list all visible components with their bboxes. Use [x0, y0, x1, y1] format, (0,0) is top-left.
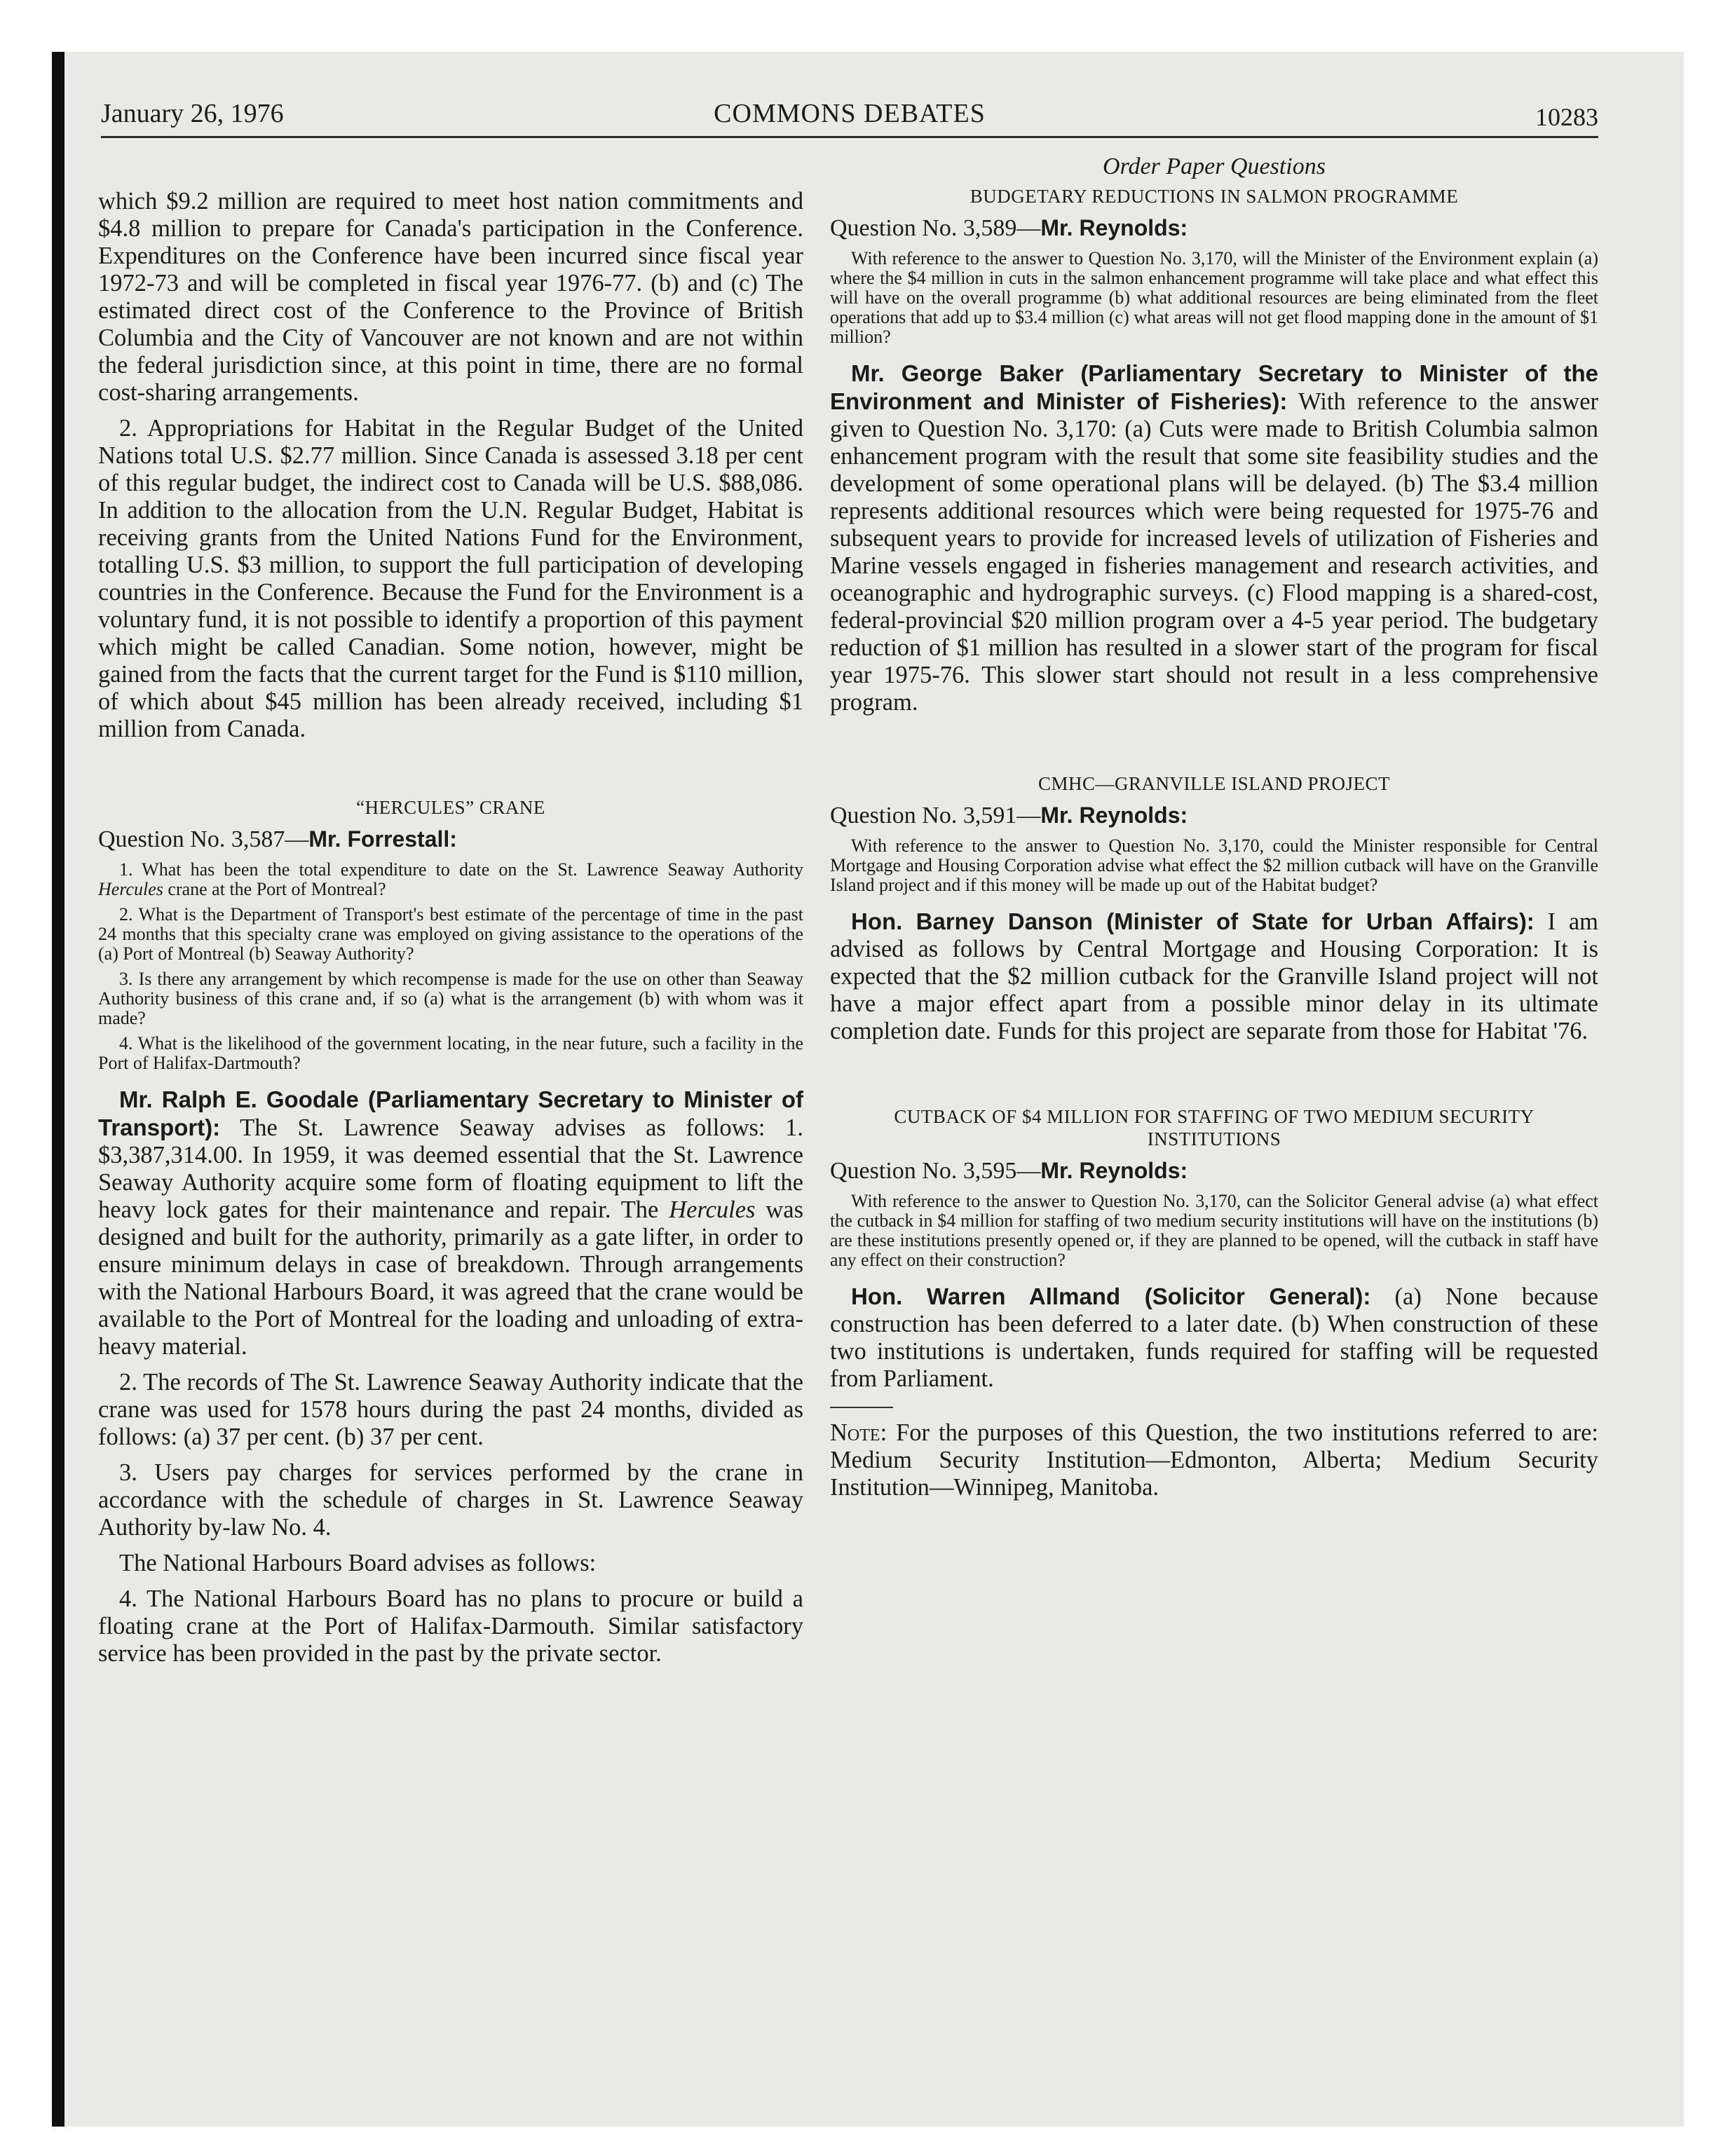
answer-speaker: Hon. Warren Allmand (Solicitor General):: [851, 1283, 1371, 1309]
page-header: [101, 98, 1598, 140]
staffing-section-title: CUTBACK OF $4 MILLION FOR STAFFING OF TWO MEDIUM SECURITY INSTITUTIONS: [894, 1106, 1535, 1149]
staffing-note: Note: For the purposes of this Question, the two institutions referred to are: Medium Security Institution—Edmonton, Alberta; Medium Security Institution—Winnipeg, Manitoba.: [830, 1419, 1598, 1501]
hercules-answer-2: 2. The records of The St. Lawrence Seaway Authority indicate that the crane was used for 1578 hours during the past 24 months, divided as follows: (a) 37 per cent. (b) 37 per cent.: [98, 1369, 803, 1450]
hercules-section-title: “HERCULES” CRANE: [356, 797, 545, 818]
hercules-question-line: [98, 824, 803, 854]
note-rule: [830, 1407, 893, 1408]
salmon-section-title: BUDGETARY REDUCTIONS IN SALMON PROGRAMME: [969, 186, 1459, 207]
hercules-q4: 4. What is the likelihood of the government locating, in the near future, such a facility in the Port of Halifax-Dartmouth?: [98, 1033, 803, 1073]
cmhc-answer: Hon. Barney Danson (Minister of State for Urban Affairs): I am advised as follows by Central Mortgage and Housing Corporation: It is expected that the $2 million cutback for the Granville Island project will not have a major effect apart from a possible minor delay in its ultimate completion date. Funds for this project are separate from those for Habitat '76.: [830, 908, 1598, 1044]
salmon-question-line: Question No. 3,589—Mr. Reynolds:: [830, 215, 1188, 241]
answer-speaker: Hon. Barney Danson (Minister of State for Urban Affairs):: [851, 908, 1535, 934]
hercules-answer-3: 3. Users pay charges for services performed by the crane in accordance with the schedule of charges in St. Lawrence Seaway Authority by-law No. 4.: [98, 1459, 803, 1541]
hercules-answer-1: Mr. Ralph E. Goodale (Parliamentary Secretary to Minister of Transport): The St. Lawrence Seaway advises as follows: 1. $3,387,314.00. In 1959, it was deemed essential that the St. Lawrence Seaway Authority acquire some form of floating equipment to lift the heavy lock gates for their maintenance and repair. The Hercules was designed and built for the authority, primarily as a gate lifter, in order to ensure minimum delays in case of breakdown. Through arrangements with the National Harbours Board, it was agreed that the crane would be available to the Port of Montreal for the loading and unloading of extra-heavy material.: [98, 1086, 804, 1360]
salmon-answer: Mr. George Baker (Parliamentary Secretary to Minister of the Environment and Minister of Fisheries): With reference to the answer given to Question No. 3,170: (a) Cuts were made to British Columbia salmon enhancement program with the result that some site feasibility studies and the development of some operational plans will be delayed. (b) The $3.4 million represents additional resources which were being requested for 1975-76 and subsequent years to provide for increased levels of utilization of Fisheries and Marine vessels engaged in fisheries management and research activities, and oceanographic and hydrographic surveys. (c) Flood mapping is a shared-cost, federal-provincial $20 million program over a 4-5 year period. The budgetary reduction of $1 million has resulted in a slower start of the program for fiscal year 1975-76. This slower start should not result in a less comprehensive program.: [830, 360, 1598, 716]
staffing-answer: Hon. Warren Allmand (Solicitor General): (a) None because construction has been deferred to a later date. (b) When construction of these two institutions is undertaken, funds required for staffing will be requested from Parliament.: [830, 1283, 1598, 1392]
question-member: Mr. Forrestall:: [308, 826, 457, 852]
answer-speaker: Mr. George Baker (Parliamentary Secretary to Minister of the Environment and Minister of Fisheries):: [830, 360, 1598, 414]
staffing-question-text: With reference to the answer to Question No. 3,170, can the Solicitor General advise (a) what effect the cutback in $4 million for staffing of two medium security institutions will have on the institutions (b) are these institutions presently opened or, if they are planned to be opened, will the cutback in staff have any effect on their construction?: [830, 1191, 1598, 1270]
salmon-question-text: With reference to the answer to Question No. 3,170, will the Minister of the Environment explain (a) where the $4 million in cuts in the salmon enhancement programme will take place and what effect this will have on the overall programme (b) what additional resources are being eliminated from the fleet operations that add up to $3.4 million (c) what areas will not get flood mapping done in the amount of $1 million?: [830, 248, 1598, 347]
cmhc-question-text: With reference to the answer to Question No. 3,170, could the Minister responsible for Central Mortgage and Housing Corporation advise what effect the $2 million cutback will have on the Granville Island project and if this money will be made up out of the Habitat budget?: [830, 835, 1598, 895]
hercules-q1: 1. What has been the total expenditure to date on the St. Lawrence Seaway Authority Hercules crane at the Port of Montreal?: [98, 859, 803, 899]
scan-border: [52, 52, 64, 2127]
hercules-answer-4: 4. The National Harbours Board has no plans to procure or build a floating crane at the Port of Halifax-Darmouth. Similar satisfactory service has been provided in the past by the private sector.: [98, 1585, 803, 1667]
left-column: [98, 188, 803, 1667]
intro-paragraph: which $9.2 million are required to meet host nation commitments and $4.8 million to prepare for Canada's participation in the Conference. Expenditures on the Conference have been incurred since fiscal year 1972-73 and will be completed in fiscal year 1976-77. (b) and (c) The estimated direct cost of the Conference to the Province of British Columbia and the City of Vancouver are not known and are not within the federal jurisdiction since, at this point in time, there are no formal cost-sharing arrangements.: [98, 188, 803, 406]
cmhc-section-title: CMHC—GRANVILLE ISLAND PROJECT: [1037, 773, 1391, 794]
habitat-paragraph: 2. Appropriations for Habitat in the Regular Budget of the United Nations total U.S. $2.77 million. Since Canada is assessed 3.18 per cent of this regular budget, the indirect cost to Canada will be U.S. $88,086. In addition to the allocation from the U.N. Regular Budget, Habitat is receiving grants from the United Nations Fund for the Environment, totalling U.S. $3 million, to support the full participation of developing countries in the Conference. Because the Fund for the Environment is a voluntary fund, it is not possible to identify a proportion of this payment which might be called Canadian. Some notion, however, might be gained from the facts that the current target for the Fund is $110 million, of which about $45 million has been already received, including $1 million from Canada.: [98, 415, 803, 742]
right-column: [830, 153, 1598, 1501]
cmhc-question-line: Question No. 3,591—Mr. Reynolds:: [830, 803, 1188, 828]
header-page-number: 10283: [1535, 103, 1598, 131]
header-rule: [101, 136, 1598, 138]
header-title: COMMONS DEBATES: [714, 99, 986, 128]
order-paper-heading: Order Paper Questions: [1103, 153, 1326, 179]
note-label: Note:: [830, 1419, 887, 1446]
answer-speaker: Mr. Ralph E. Goodale (Parliamentary Secretary to Minister of Transport):: [98, 1086, 803, 1140]
hercules-answer-nhb: The National Harbours Board advises as follows:: [119, 1550, 597, 1576]
header-date: January 26, 1976: [101, 99, 284, 128]
staffing-question-line: Question No. 3,595—Mr. Reynolds:: [830, 1158, 1188, 1184]
question-number: Question No. 3,587—: [98, 826, 309, 852]
hercules-q2: 2. What is the Department of Transport's best estimate of the percentage of time in the past 24 months that this specialty crane was employed on giving assistance to the operations of the (a) Port of Montreal (b) Seaway Authority?: [98, 904, 803, 964]
hercules-q3: 3. Is there any arrangement by which recompense is made for the use on other than Seaway Authority business of this crane and, if so (a) what is the arrangement (b) with whom was it made?: [98, 969, 803, 1028]
